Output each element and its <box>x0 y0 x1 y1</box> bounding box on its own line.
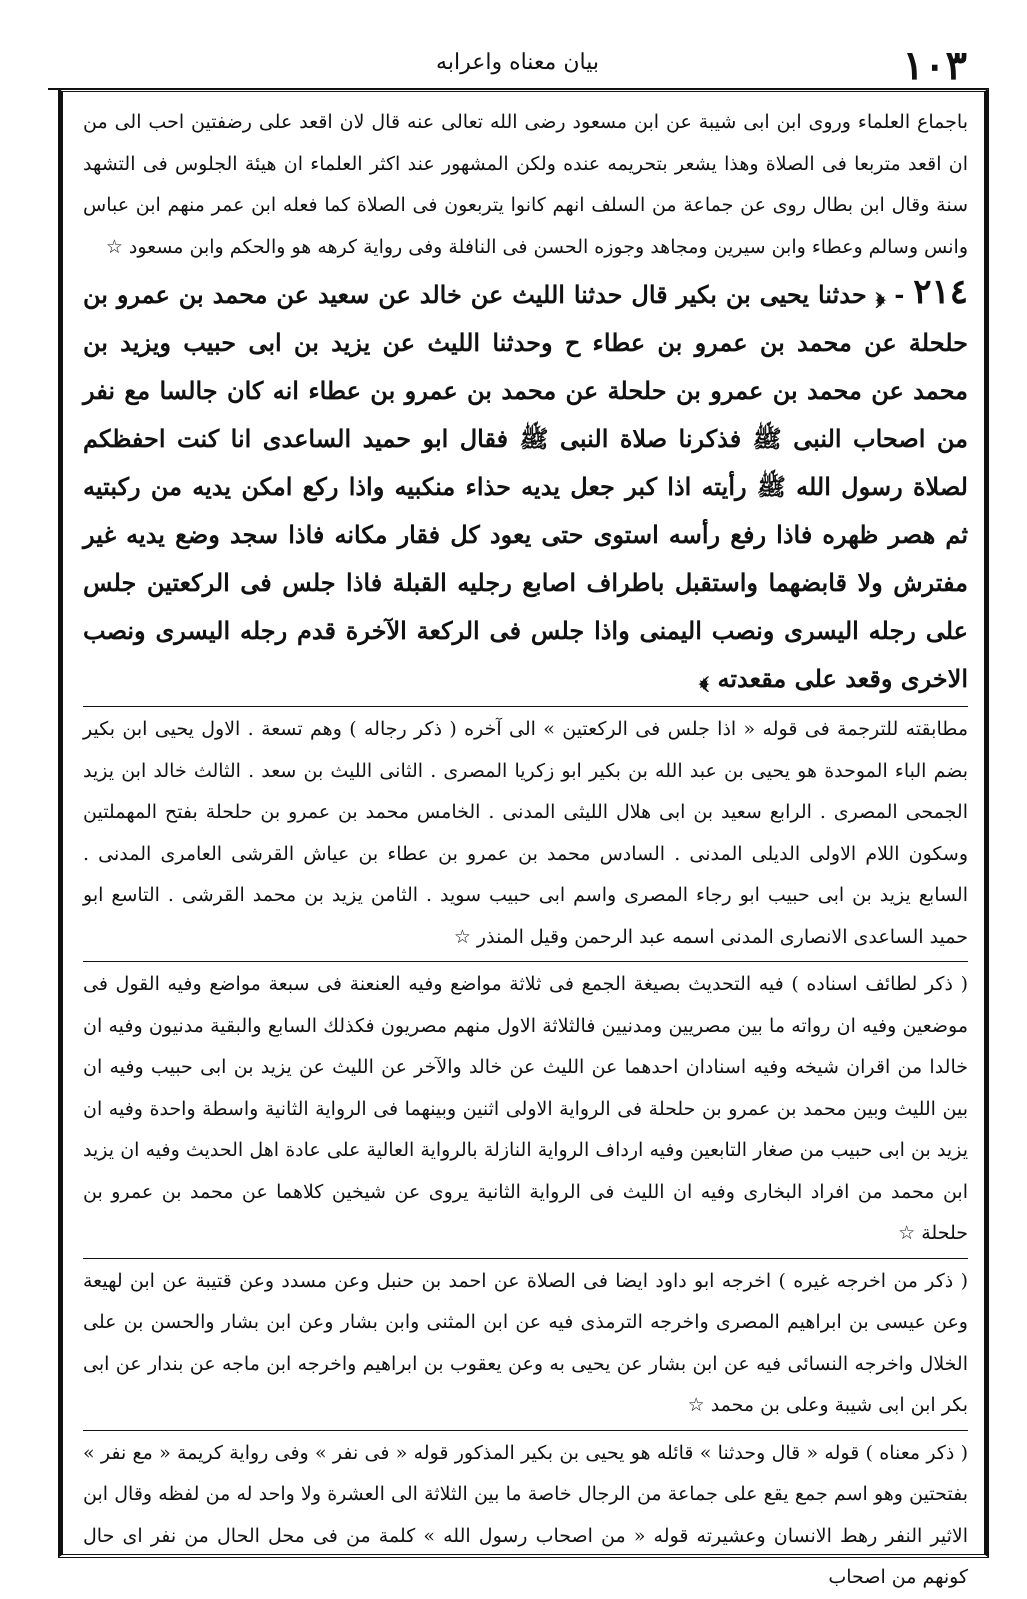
rijal-paragraph <box>83 709 968 958</box>
section-divider <box>83 706 968 707</box>
takhrij-text: ( ذكر من اخرجه غيره ) اخرجه ابو داود ايضا فى الصلاة عن احمد بن حنبل وعن مسدد وعن قتيبة عن ابن لهيعة وعن عيسى بن ابراهيم المصرى واخرجه الترمذى فيه عن ابن المثنى وابن بشار وعن ابن بشار والحسن بن على الخلال واخرجه النسائى فيه عن ابن بشار عن يحيى به وعن يعقوب بن ابراهيم واخرجه ابن ماجه عن بندار عن ابى بكر ابن ابى شيبة وعلى بن محمد ☆ <box>83 1269 968 1416</box>
section-divider <box>83 1258 968 1259</box>
running-header <box>48 38 987 90</box>
text-frame <box>58 88 989 1588</box>
main-text <box>83 102 969 1588</box>
hadith-number: ٢١٤ <box>913 272 969 312</box>
isnad-paragraph <box>83 964 968 1255</box>
page-title: بيان معناه واعرابه <box>436 50 599 75</box>
isnad-text: ( ذكر لطائف اسناده ) فيه التحديث بصيغة الجمع فى ثلاثة مواضع وفيه العنعنة فى سبعة مواضع وفيه القول فى موضعين وفيه ان رواته ما بين مصريين ومدنيين فالثلاثة الاول منهم مصريون فكذلك السابع والبقية مدنيون وفيه ان خالدا من اقران شيخه وفيه اسنادان احدهما عن الليث عن خالد والآخر عن الليث عن يزيد بن ابى حبيب وفيه ان بين الليث وبين محمد بن عمرو بن حلحلة فى الرواية الاولى اثنين وبينهما فى الرواية الثانية واسطة واحدة وفيه ان يزيد بن ابى حبيب من صغار التابعين وفيه ارداف الرواية النازلة بالرواية العالية على عادة اهل الحديث وفيه ان يزيد ابن محمد من افراد البخارى وفيه ان الليث فى الرواية الثانية يروى عن شيخين كلاهما عن محمد بن عمرو بن حلحلة ☆ <box>83 973 968 1244</box>
maana-paragraph <box>83 1433 968 1599</box>
hadith-text-block: ٢١٤ - ﴿ حدثنا يحيى بن بكير قال حدثنا الليث عن خالد عن سعيد عن محمد بن عمرو بن حلحلة عن محمد بن عمرو بن عطاء ح وحدثنا الليث عن يزيد بن ابى حبيب ويزيد بن محمد عن محمد بن عمرو بن حلحلة عن محمد بن عمرو بن عطاء انه كان جالسا مع نفر من اصحاب النبى ﷺ فذكرنا صلاة النبى ﷺ فقال ابو حميد الساعدى انا كنت احفظكم لصلاة رسول الله ﷺ رأيته اذا كبر جعل يديه حذاء منكبيه واذا ركع امكن يديه من ركبتيه ثم هصر ظهره فاذا رفع رأسه استوى حتى يعود كل فقار مكانه فاذا سجد وضع يديه غير مفترش ولا قابضهما واستقبل باطراف اصابع رجليه القبلة فاذا جلس فى الركعتين جلس على رجله اليسرى ونصب اليمنى واذا جلس فى الركعة الآخرة قدم رجله اليسرى ونصب الاخرى وقعد على مقعدته ﴾ <box>83 272 969 693</box>
takhrij-paragraph <box>83 1261 968 1427</box>
page-number: ١٠٣ <box>902 42 967 89</box>
section-divider <box>83 1430 968 1431</box>
hadith-text: ﴿ حدثنا يحيى بن بكير قال حدثنا الليث عن خالد عن سعيد عن محمد بن عمرو بن حلحلة عن محمد بن عمرو بن عطاء ح وحدثنا الليث عن يزيد بن ابى حبيب ويزيد بن محمد عن محمد بن عمرو بن حلحلة عن محمد بن عمرو بن عطاء انه كان جالسا مع نفر من اصحاب النبى ﷺ فذكرنا صلاة النبى ﷺ فقال ابو حميد الساعدى انا كنت احفظكم لصلاة رسول الله ﷺ رأيته اذا كبر جعل يديه حذاء منكبيه واذا ركع امكن يديه من ركبتيه ثم هصر ظهره فاذا رفع رأسه استوى حتى يعود كل فقار مكانه فاذا سجد وضع يديه غير مفترش ولا قابضهما واستقبل باطراف اصابع رجليه القبلة فاذا جلس فى الركعتين جلس على رجله اليسرى ونصب اليمنى واذا جلس فى الركعة الآخرة قدم رجله اليسرى ونصب الاخرى وقعد على مقعدته ﴾ <box>83 280 968 693</box>
rijal-text: مطابقته للترجمة فى قوله « اذا جلس فى الركعتين » الى آخره ( ذكر رجاله ) وهم تسعة . الاول يحيى ابن بكير بضم الباء الموحدة هو يحيى بن عبد الله بن بكير ابو زكريا المصرى . الثانى الليث بن سعد . الثالث خالد ابن يزيد الجمحى المصرى . الرابع سعيد بن ابى هلال الليثى المدنى . الخامس محمد بن عمرو بن حلحلة بفتح المهملتين وسكون اللام الاولى الديلى المدنى . السادس محمد بن عمرو بن عطاء بن عياش القرشى العامرى المدنى . السابع يزيد بن ابى حبيب ابو رجاء المصرى واسم ابى حبيب سويد . الثامن يزيد بن محمد القرشى . التاسع ابو حميد الساعدى الانصارى المدنى اسمه عبد الرحمن وقيل المنذر ☆ <box>83 718 968 948</box>
section-divider <box>83 961 968 962</box>
intro-text: باجماع العلماء وروى ابن ابى شيبة عن ابن مسعود رضى الله تعالى عنه قال لان اقعد على رضفتين احب الى من ان اقعد متربعا فى الصلاة وهذا يشعر بتحريمه عنده ولكن المشهور عند اكثر العلماء ان هيئة الجلوس فى التشهد سنة وقال ابن بطال روى عن جماعة من السلف انهم كانوا يتربعون فى الصلاة كما فعله ابن عمر منهم ابن عباس وانس وسالم وعطاء وابن سيرين ومجاهد وجوزه الحسن فى النافلة وفى رواية كرهه هو والحكم وابن مسعود ☆ <box>83 111 968 258</box>
maana-text: ( ذكر معناه ) قوله « قال وحدثنا » قائله هو يحيى بن بكير المذكور قوله « فى نفر » وفى رواية كريمة « مع نفر » بفتحتين وهو اسم جمع يقع على جماعة من الرجال خاصة ما بين الثلاثة الى العشرة ولا واحد له من لفظه وقال ابن الاثير النفر رهط الانسان وعشيرته قوله « من اصحاب رسول الله » كلمة من فى محل الحال من نفر اى حال كونهم من اصحاب <box>83 1441 968 1588</box>
intro-paragraph <box>83 102 968 268</box>
